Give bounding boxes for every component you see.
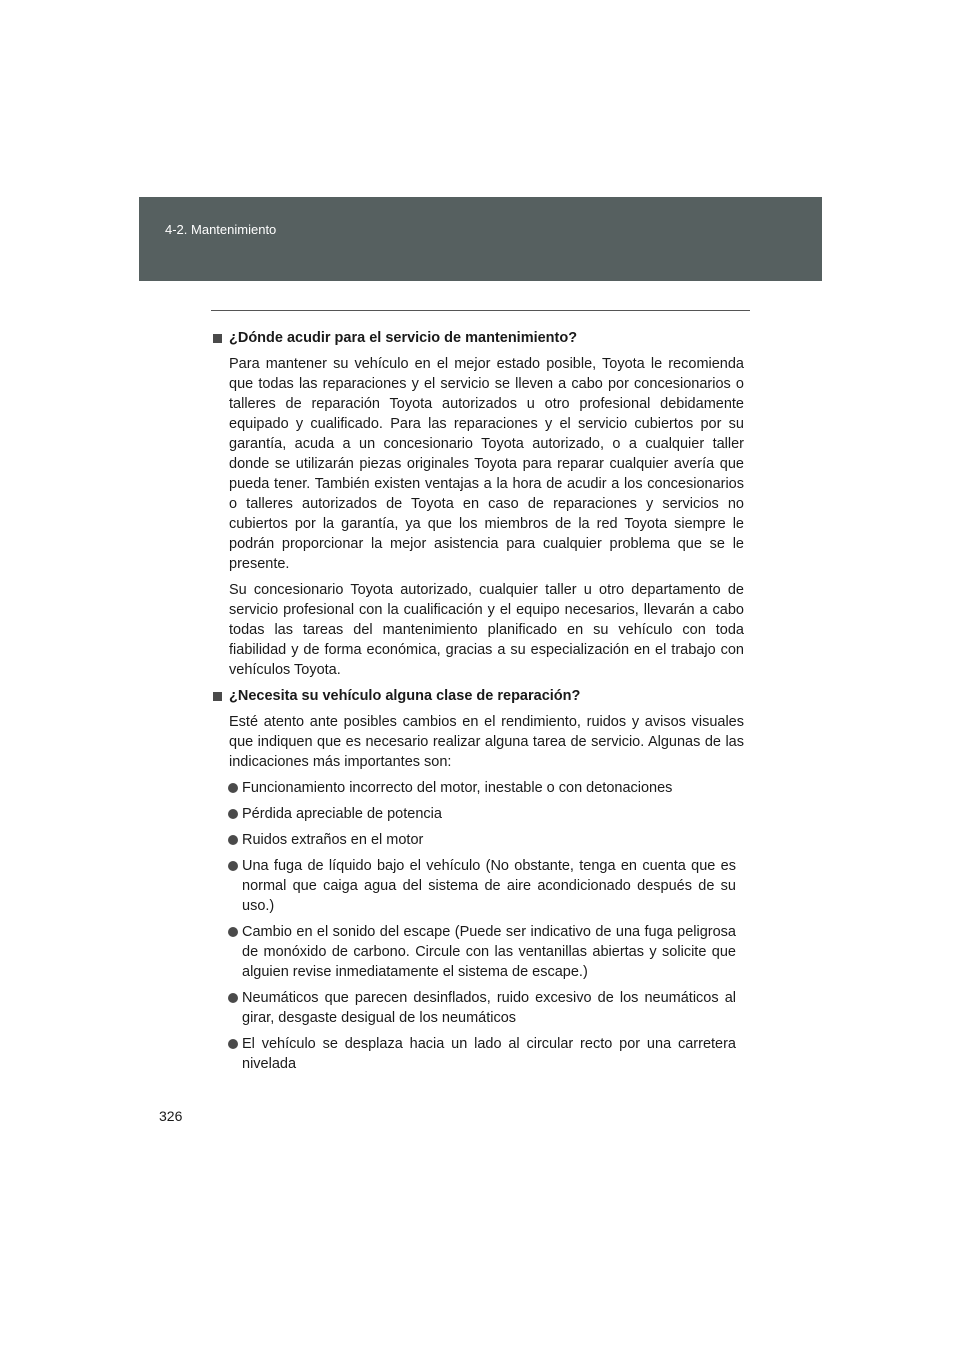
round-bullet-icon (228, 861, 238, 871)
page-content (212, 328, 744, 1080)
list-item (212, 922, 744, 982)
section-label: 4-2. Mantenimiento (165, 222, 277, 237)
list-item-text: Pérdida apreciable de potencia (242, 806, 442, 822)
square-bullet-icon (213, 692, 222, 701)
heading-text: ¿Dónde acudir para el servicio de mantenimiento? (229, 330, 578, 346)
list-item-text: El vehículo se desplaza hacia un lado al circular recto por una carretera nivelada (242, 1036, 736, 1072)
heading-text: ¿Necesita su vehículo alguna clase de reparación? (229, 688, 581, 704)
round-bullet-icon (228, 1039, 238, 1049)
list-item (212, 830, 744, 850)
list-item (212, 804, 744, 824)
section-heading (212, 328, 744, 348)
list-item-text: Cambio en el sonido del escape (Puede ser indicativo de una fuga peligrosa de monóxido de carbono. Circule con las ventanillas abiertas y solicite que alguien revise inmediatamente el sistema de escape.) (242, 924, 736, 980)
list-item-text: Ruidos extraños en el motor (242, 832, 424, 848)
round-bullet-icon (228, 927, 238, 937)
section-heading (212, 686, 744, 706)
list-item-text: Una fuga de líquido bajo el vehículo (No obstante, tenga en cuenta que es normal que caiga agua del sistema de aire acondicionado después de su uso.) (242, 858, 736, 914)
header-band (139, 197, 822, 281)
divider-line (211, 310, 750, 311)
round-bullet-icon (228, 809, 238, 819)
list-item (212, 1034, 744, 1074)
list-item-text: Neumáticos que parecen desinflados, ruido excesivo de los neumáticos al girar, desgaste desigual de los neumáticos (242, 990, 736, 1026)
list-item (212, 778, 744, 798)
list-item (212, 988, 744, 1028)
paragraph: Para mantener su vehículo en el mejor estado posible, Toyota le recomienda que todas las reparaciones y el servicio se lleven a cabo por concesionarios o talleres de reparación Toyota autorizados u otro profesional debidamente equipado y cualificado. Para las reparaciones y el servicio cubiertos por su garantía, acuda a un concesionario Toyota autorizado, o a cualquier taller donde se utilizarán piezas originales Toyota para reparar cualquier avería que pueda tener. También existen ventajas a la hora de acudir a los concesionarios o talleres autorizados de Toyota en caso de reparaciones y servicios no cubiertos por la garantía, ya que los miembros de la red Toyota siempre le podrán proporcionar la mejor asistencia para cualquier problema que se le presente. (229, 356, 744, 572)
list-item (212, 856, 744, 916)
list-item-text: Funcionamiento incorrecto del motor, inestable o con detonaciones (242, 780, 673, 796)
round-bullet-icon (228, 783, 238, 793)
round-bullet-icon (228, 835, 238, 845)
paragraph: Su concesionario Toyota autorizado, cualquier taller u otro departamento de servicio profesional con la cualificación y el equipo necesarios, llevarán a cabo todas las tareas del mantenimiento planificado en su vehículo con toda fiabilidad y de forma económica, gracias a su especialización en el trabajo con vehículos Toyota. (229, 582, 744, 678)
page-number: 326 (159, 1108, 183, 1124)
paragraph: Esté atento ante posibles cambios en el rendimiento, ruidos y avisos visuales que indiquen que es necesario realizar alguna tarea de servicio. Algunas de las indicaciones más importantes son: (229, 714, 744, 770)
square-bullet-icon (213, 334, 222, 343)
round-bullet-icon (228, 993, 238, 1003)
